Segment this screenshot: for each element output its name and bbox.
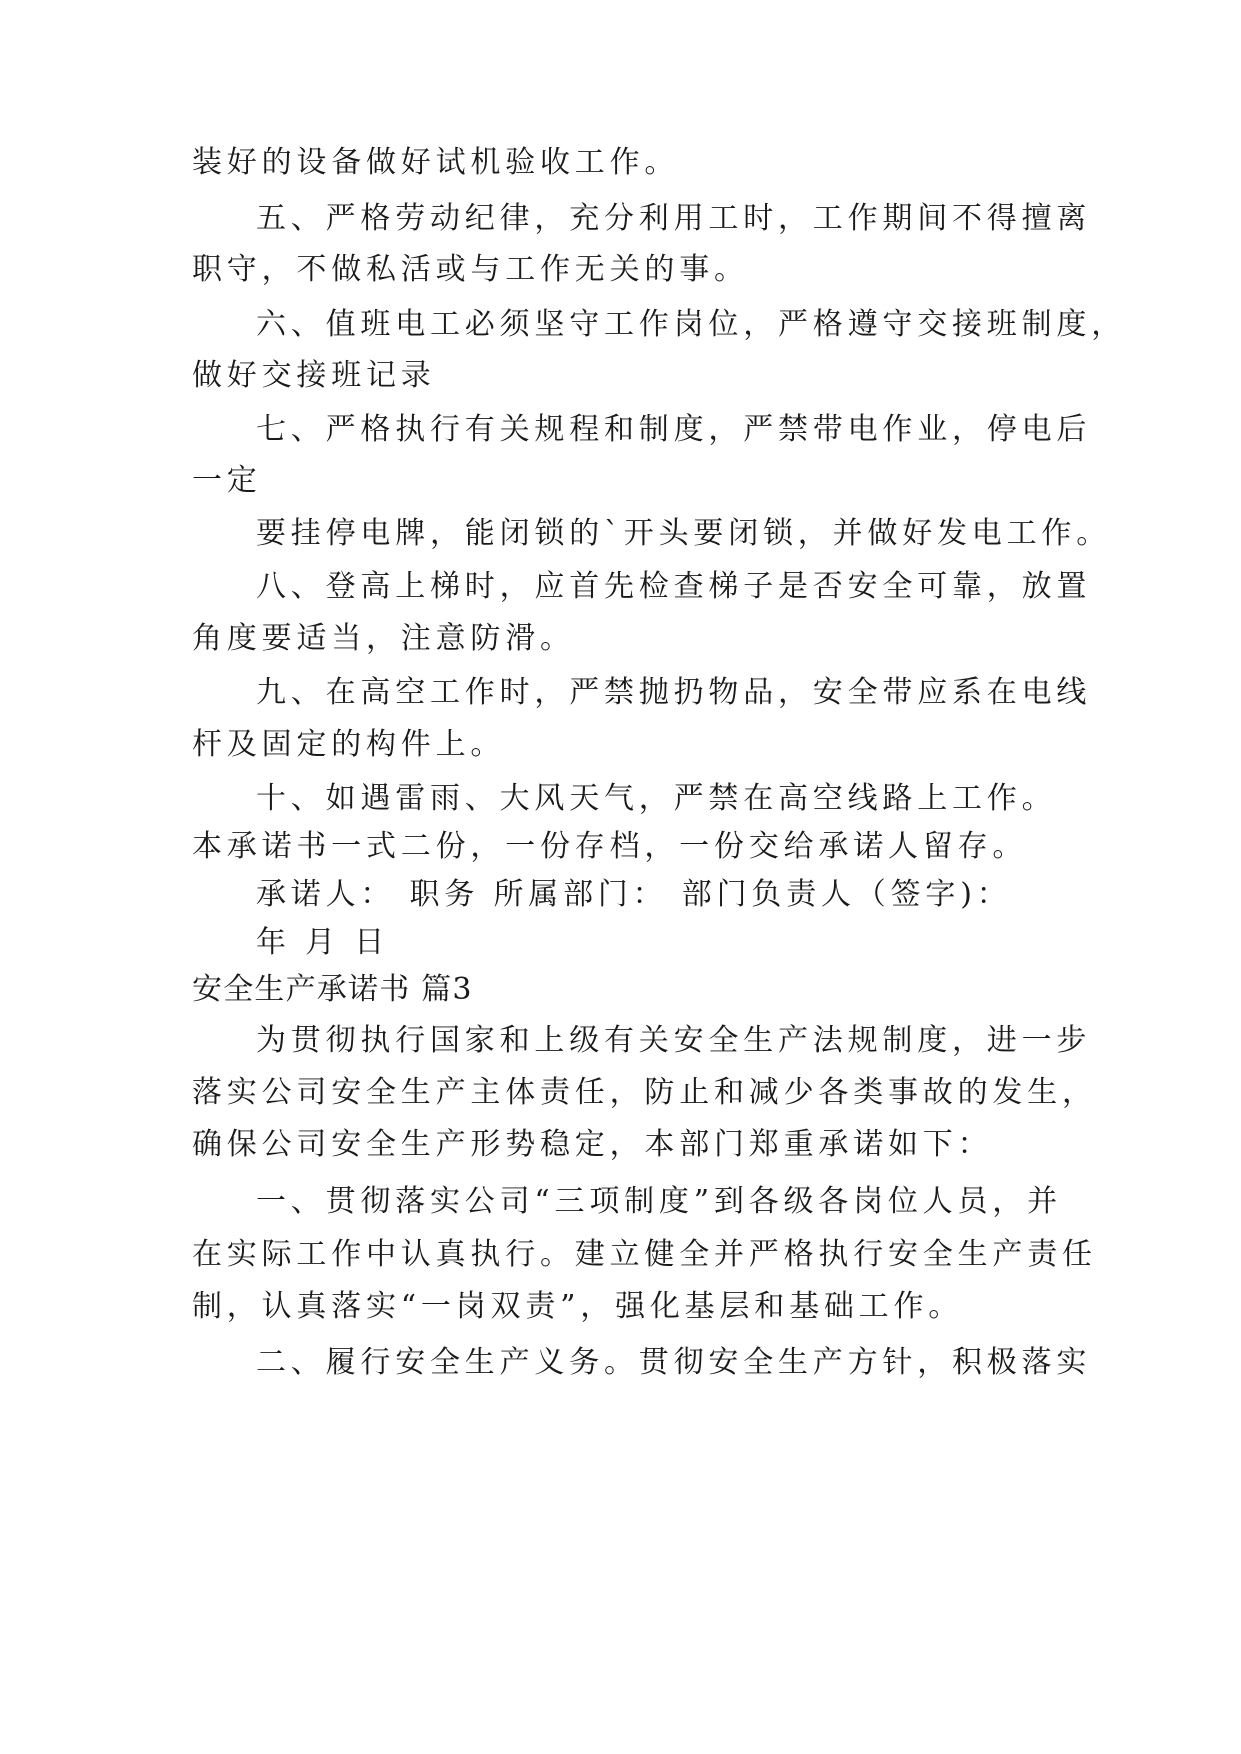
text-line: 确保公司安全生产形势稳定，本部门郑重承诺如下： bbox=[192, 1127, 993, 1162]
text-line: 六、值班电工必须坚守工作岗位，严格遵守交接班制度， bbox=[256, 307, 1126, 342]
text-line: 八、登高上梯时，应首先检查梯子是否安全可靠，放置 bbox=[256, 569, 1092, 604]
text-line: 二、履行安全生产义务。贯彻安全生产方针，积极落实 bbox=[256, 1345, 1092, 1380]
text-line: 一、贯彻落实公司“三项制度”到各级各岗位人员，并 bbox=[256, 1184, 1062, 1219]
text-line: 本承诺书一式二份，一份存档，一份交给承诺人留存。 bbox=[192, 829, 1028, 864]
text-line: 落实公司安全生产主体责任，防止和减少各类事故的发生， bbox=[192, 1075, 1097, 1110]
text-line: 做好交接班记录 bbox=[192, 358, 436, 393]
text-line: 七、严格执行有关规程和制度，严禁带电作业，停电后 bbox=[256, 412, 1092, 447]
text-line: 五、严格劳动纪律，充分利用工时，工作期间不得擅离 bbox=[256, 201, 1092, 236]
text-line: 杆及固定的构件上。 bbox=[192, 727, 506, 762]
text-line: 在实际工作中认真执行。建立健全并严格执行安全生产责任 bbox=[192, 1237, 1097, 1272]
text-line: 为贯彻执行国家和上级有关安全生产法规制度，进一步 bbox=[256, 1023, 1092, 1058]
text-line: 职守，不做私活或与工作无关的事。 bbox=[192, 252, 749, 287]
text-line: 要挂停电牌，能闭锁的`开头要闭锁，并做好发电工作。 bbox=[256, 516, 1111, 551]
section-heading: 安全生产承诺书 篇3 bbox=[192, 972, 473, 1007]
text-line: 角度要适当，注意防滑。 bbox=[192, 621, 575, 656]
text-line: 九、在高空工作时，严禁抛扔物品，安全带应系在电线 bbox=[256, 675, 1092, 710]
signature-line: 承诺人： 职务 所属部门： 部门负责人（签字)： bbox=[256, 877, 1012, 912]
date-line: 年 月 日 bbox=[256, 925, 390, 960]
text-line: 一定 bbox=[192, 463, 262, 498]
text-line: 装好的设备做好试机验收工作。 bbox=[192, 145, 680, 180]
text-line: 制，认真落实“一岗双责”，强化基层和基础工作。 bbox=[192, 1289, 964, 1324]
text-line: 十、如遇雷雨、大风天气，严禁在高空线路上工作。 bbox=[256, 781, 1057, 816]
